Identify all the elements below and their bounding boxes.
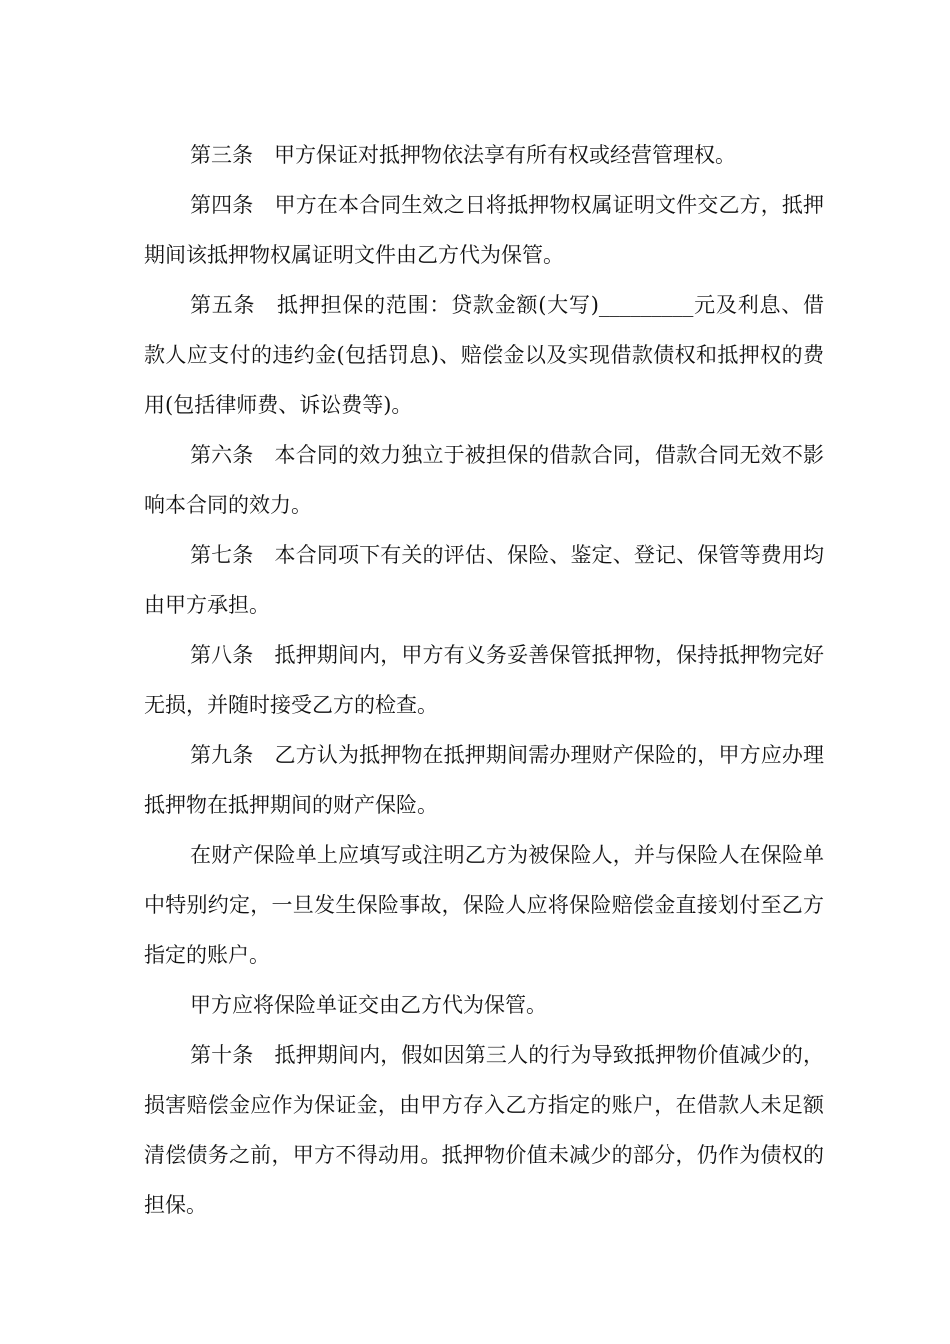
policy-custody-paragraph: 甲方应将保险单证交由乙方代为保管。	[190, 993, 547, 1017]
article-8-paragraph: 第八条 抵押期间内，甲方有义务妥善保管抵押物，保持抵押物完好无损，并随时接受乙方的检查。	[144, 643, 824, 717]
article-9-paragraph: 第九条 乙方认为抵押物在抵押期间需办理财产保险的，甲方应办理抵押物在抵押期间的财产保险。	[144, 743, 824, 817]
article-10-paragraph: 第十条 抵押期间内，假如因第三人的行为导致抵押物价值减少的，损害赔偿金应作为保证金，由甲方存入乙方指定的账户，在借款人未足额清偿债务之前，甲方不得动用。抵押物价值未减少的部分，仍作为债权的担保。	[144, 1043, 824, 1217]
insurance-policy-paragraph: 在财产保险单上应填写或注明乙方为被保险人，并与保险人在保险单中特别约定，一旦发生保险事故，保险人应将保险赔偿金直接划付至乙方指定的账户。	[144, 843, 824, 967]
article-7-paragraph: 第七条 本合同项下有关的评估、保险、鉴定、登记、保管等费用均由甲方承担。	[144, 543, 824, 617]
article-6-paragraph: 第六条 本合同的效力独立于被担保的借款合同，借款合同无效不影响本合同的效力。	[144, 443, 824, 517]
document-body	[144, 130, 824, 1230]
article-4-paragraph: 第四条 甲方在本合同生效之日将抵押物权属证明文件交乙方，抵押期间该抵押物权属证明文件由乙方代为保管。	[144, 193, 824, 267]
article-5-paragraph: 第五条 抵押担保的范围：贷款金额(大写)_________元及利息、借款人应支付的违约金(包括罚息)、赔偿金以及实现借款债权和抵押权的费用(包括律师费、诉讼费等)。	[144, 293, 824, 417]
article-3-paragraph: 第三条 甲方保证对抵押物依法享有所有权或经营管理权。	[190, 143, 736, 167]
